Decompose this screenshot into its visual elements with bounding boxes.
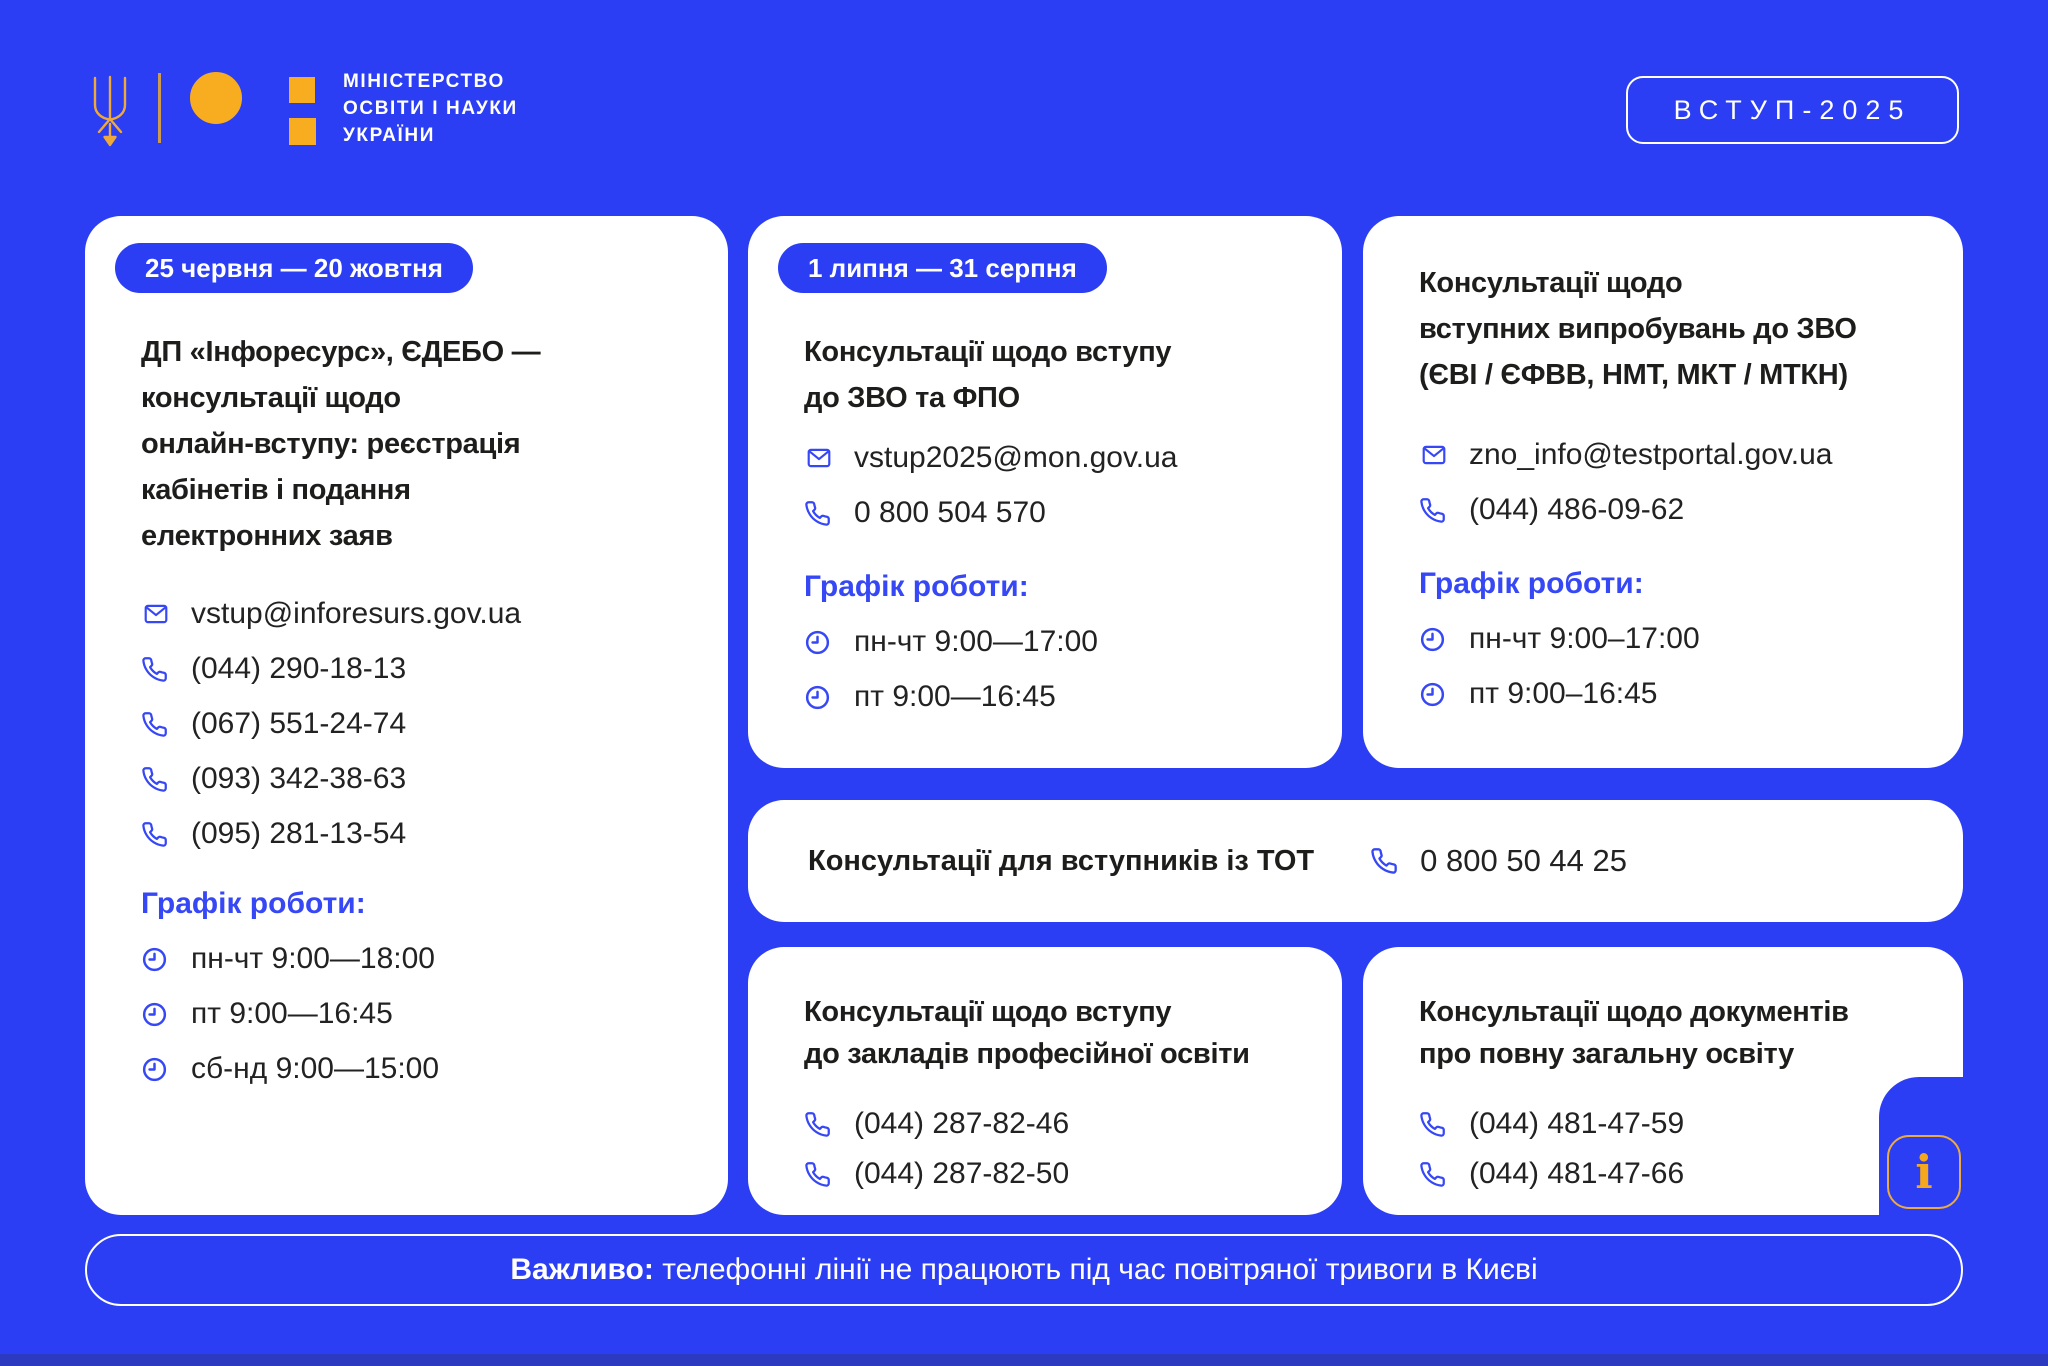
phone-icon xyxy=(1419,1111,1453,1138)
clock-icon xyxy=(1419,626,1453,653)
phone-icon xyxy=(141,711,175,738)
envelope-icon xyxy=(1419,442,1453,468)
card-title-line: кабінетів і подання xyxy=(141,474,411,506)
info-icon[interactable]: i xyxy=(1887,1135,1961,1209)
schedule-block xyxy=(141,887,439,1086)
phone-number: (044) 481-47-59 xyxy=(1469,1107,1685,1140)
date-range-badge: 1 липня — 31 серпня xyxy=(778,243,1107,293)
vstup-2025-button[interactable]: ВСТУП-2025 xyxy=(1626,76,1959,144)
phone-icon xyxy=(1370,847,1404,875)
card-title xyxy=(1419,991,1849,1075)
schedule-label: Графік роботи: xyxy=(141,887,366,920)
schedule-label: Графік роботи: xyxy=(1419,567,1644,600)
schedule-hours: пн-чт 9:00–17:00 xyxy=(1469,622,1700,655)
mon-logo-colon-top xyxy=(289,77,315,103)
phone-number: (044) 481-47-66 xyxy=(1469,1157,1685,1190)
envelope-icon xyxy=(804,445,838,471)
clock-icon xyxy=(804,629,838,656)
envelope-icon xyxy=(141,601,175,627)
phone-number: (095) 281-13-54 xyxy=(191,817,407,850)
email-row[interactable] xyxy=(1419,438,1832,472)
mon-logo-colon-bottom xyxy=(289,118,316,145)
phone-row[interactable] xyxy=(141,707,521,741)
phone-icon xyxy=(141,821,175,848)
phone-number: 0 800 504 570 xyxy=(854,496,1046,529)
card-title-line: про повну загальну освіту xyxy=(1419,1038,1794,1070)
schedule-row xyxy=(804,680,1098,714)
card-tot xyxy=(748,800,1963,922)
phone-icon xyxy=(1419,1161,1453,1188)
contacts-block xyxy=(1419,1091,1684,1191)
contacts-block xyxy=(804,1091,1069,1191)
phone-row[interactable] xyxy=(804,496,1177,530)
phone-icon xyxy=(1419,497,1453,524)
mon-logo-icon xyxy=(190,72,242,124)
phone-number: (067) 551-24-74 xyxy=(191,707,407,740)
alert-banner-text: телефонні лінії не працюють під час повітряної тривоги в Києві xyxy=(653,1253,1538,1286)
phone-row[interactable] xyxy=(1419,1157,1684,1191)
alert-banner xyxy=(85,1234,1963,1306)
phone-icon xyxy=(804,1161,838,1188)
phone-number: (093) 342-38-63 xyxy=(191,762,407,795)
schedule-label: Графік роботи: xyxy=(804,570,1029,603)
card-title-line: Консультації щодо вступу xyxy=(804,996,1172,1028)
email-row[interactable] xyxy=(804,441,1177,475)
schedule-row xyxy=(141,942,439,976)
card-title-line: Консультації щодо вступу xyxy=(804,336,1172,368)
email-address: vstup@inforesurs.gov.ua xyxy=(191,597,522,630)
ministry-name xyxy=(343,68,518,149)
contacts-block xyxy=(804,441,1177,530)
email-address: vstup2025@mon.gov.ua xyxy=(854,441,1178,474)
phone-row[interactable] xyxy=(141,762,521,796)
card-title xyxy=(804,329,1171,421)
card-title-line: до ЗВО та ФПО xyxy=(804,382,1020,414)
card-title xyxy=(141,329,540,559)
footer-strip xyxy=(0,1354,2048,1366)
schedule-block xyxy=(804,570,1098,714)
logo-divider xyxy=(158,73,161,143)
card-title-line: (ЄВІ / ЄФВВ, НМТ, МКТ / МТКН) xyxy=(1419,359,1848,391)
contacts-block xyxy=(141,597,521,851)
alert-banner-bold: Важливо: xyxy=(510,1253,654,1286)
card-title-line: електронних заяв xyxy=(141,520,393,552)
date-range-badge: 25 червня — 20 жовтня xyxy=(115,243,473,293)
clock-icon xyxy=(804,684,838,711)
card-title: Консультації для вступників із ТОТ xyxy=(808,844,1315,877)
card-profosvita xyxy=(748,947,1342,1215)
card-title-line: консультації щодо xyxy=(141,382,401,414)
phone-icon xyxy=(141,656,175,683)
schedule-hours: сб-нд 9:00—15:00 xyxy=(191,1052,440,1085)
schedule-hours: пт 9:00—16:45 xyxy=(854,680,1056,713)
schedule-row xyxy=(804,625,1098,659)
ministry-name-line: УКРАЇНИ xyxy=(343,125,435,146)
phone-row[interactable] xyxy=(1419,493,1832,527)
schedule-hours: пт 9:00—16:45 xyxy=(191,997,393,1030)
phone-number: (044) 486-09-62 xyxy=(1469,493,1685,526)
card-vyprobuvannia xyxy=(1363,216,1963,768)
card-title-line: Консультації щодо документів xyxy=(1419,996,1849,1028)
card-title-line: Консультації щодо xyxy=(1419,267,1683,299)
ukraine-trident-icon xyxy=(86,74,134,148)
phone-row[interactable] xyxy=(141,817,521,851)
phone-icon xyxy=(141,766,175,793)
schedule-row xyxy=(1419,622,1700,656)
schedule-row xyxy=(141,1052,439,1086)
card-inforesurs xyxy=(85,216,728,1215)
clock-icon xyxy=(141,1056,175,1083)
ministry-name-line: ОСВІТИ І НАУКИ xyxy=(343,98,518,119)
schedule-row xyxy=(141,997,439,1031)
phone-icon xyxy=(804,500,838,527)
phone-row[interactable] xyxy=(804,1107,1069,1141)
email-row[interactable] xyxy=(141,597,521,631)
schedule-hours: пн-чт 9:00—18:00 xyxy=(191,942,435,975)
clock-icon xyxy=(1419,681,1453,708)
card-title-line: до закладів професійної освіти xyxy=(804,1038,1250,1070)
phone-row[interactable] xyxy=(1370,843,1627,879)
phone-number: 0 800 50 44 25 xyxy=(1420,843,1627,878)
schedule-hours: пн-чт 9:00—17:00 xyxy=(854,625,1098,658)
email-address: zno_info@testportal.gov.ua xyxy=(1469,438,1833,471)
phone-icon xyxy=(804,1111,838,1138)
card-title-line: онлайн-вступу: реєстрація xyxy=(141,428,521,460)
phone-number: (044) 290-18-13 xyxy=(191,652,407,685)
card-title-line: ДП «Інфоресурс», ЄДЕБО — xyxy=(141,336,541,368)
card-title xyxy=(1419,260,1857,398)
clock-icon xyxy=(141,1001,175,1028)
schedule-hours: пт 9:00–16:45 xyxy=(1469,677,1658,710)
contacts-block xyxy=(1419,438,1832,527)
phone-number: (044) 287-82-50 xyxy=(854,1157,1070,1190)
clock-icon xyxy=(141,946,175,973)
card-title-line: вступних випробувань до ЗВО xyxy=(1419,313,1857,345)
phone-row[interactable] xyxy=(141,652,521,686)
phone-number: (044) 287-82-46 xyxy=(854,1107,1070,1140)
schedule-row xyxy=(1419,677,1700,711)
schedule-block xyxy=(1419,567,1700,711)
ministry-name-line: МІНІСТЕРСТВО xyxy=(343,71,505,92)
phone-row[interactable] xyxy=(1419,1107,1684,1141)
card-documents xyxy=(1363,947,1963,1215)
phone-row[interactable] xyxy=(804,1157,1069,1191)
card-title xyxy=(804,991,1250,1075)
card-zvo-fpo xyxy=(748,216,1342,768)
